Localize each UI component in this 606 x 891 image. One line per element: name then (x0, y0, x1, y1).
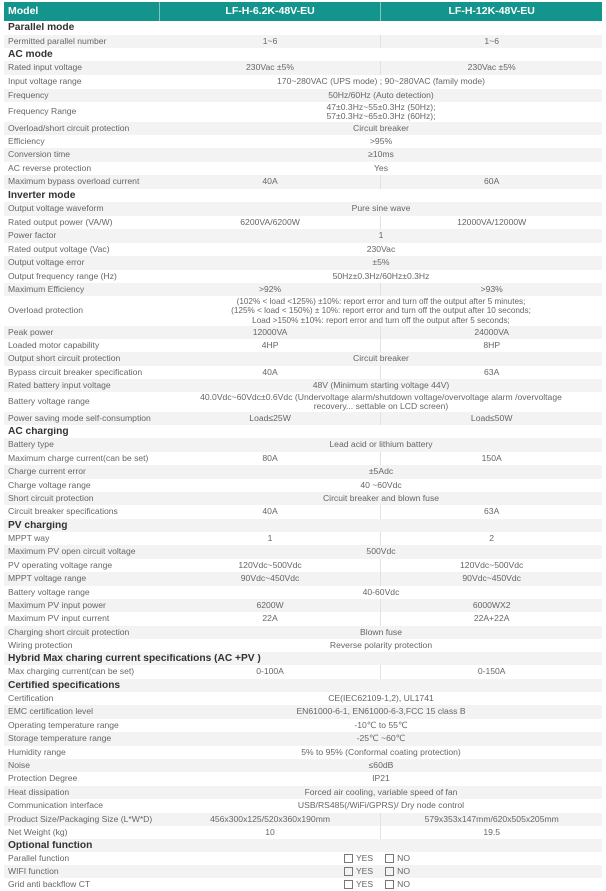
header-model-1: LF-H-6.2K-48V-EU (160, 2, 382, 21)
option-no[interactable] (385, 867, 410, 877)
spec-label: Output frequency range (Hz) (8, 271, 117, 281)
spec-label: Circuit breaker specifications (8, 507, 118, 517)
spec-label: Max charging current(can be set) (8, 667, 135, 677)
optional-function-row (4, 852, 602, 865)
section-title: AC mode (8, 49, 53, 60)
table-row (4, 572, 602, 586)
spec-value-model-2: 60A (484, 176, 500, 187)
spec-value-shared: USB/RS485(/WiFi/GPRS)/ Dry node control (297, 800, 465, 811)
table-row (4, 492, 602, 505)
spec-label: EMC certification level (8, 707, 94, 717)
section-heading (4, 48, 602, 61)
spec-value-model-2: 8HP (483, 339, 501, 350)
yes-label: YES (355, 865, 374, 876)
spec-label: Efficiency (8, 136, 45, 146)
yes-checkbox[interactable] (344, 867, 353, 876)
table-row (4, 61, 602, 75)
section-heading (4, 519, 602, 532)
table-row (4, 102, 602, 122)
table-row (4, 229, 602, 243)
spec-value-model-2: 63A (484, 366, 500, 377)
spec-value-shared: 50Hz/60Hz (Auto detection) (328, 89, 434, 100)
spec-value-model-1: 10 (160, 826, 382, 839)
table-row (4, 256, 602, 270)
yes-label: YES (355, 852, 374, 863)
table-row (4, 612, 602, 626)
spec-value-shared: Forced air cooling, variable speed of fan (304, 786, 458, 797)
table-row (4, 772, 602, 786)
spec-label: Peak power (8, 327, 54, 337)
spec-value-shared: Circuit breaker (353, 353, 409, 364)
section-heading (4, 652, 602, 665)
yes-label: YES (355, 878, 374, 889)
spec-label: Battery voltage range (8, 587, 90, 597)
table-row (4, 719, 602, 732)
table-row (4, 786, 602, 799)
spec-value-shared: 170~280VAC (UPS mode) ; 90~280VAC (family mode) (277, 76, 485, 87)
spec-label: Noise (8, 760, 30, 770)
spec-label: Maximum Efficiency (8, 284, 85, 294)
spec-value-shared: ±5% (372, 257, 390, 268)
table-row (4, 75, 602, 89)
spec-value-model-1: 230Vac ±5% (160, 61, 382, 75)
table-row (4, 465, 602, 479)
spec-label: Storage temperature range (8, 734, 112, 744)
spec-value-model-2: 22A+22A (473, 613, 510, 624)
section-title: AC charging (8, 426, 69, 437)
spec-value-model-2: 2 (489, 532, 495, 543)
table-row (4, 746, 602, 759)
spec-value-model-1: >92% (160, 283, 382, 296)
table-row (4, 162, 602, 175)
spec-value-shared: 47±0.3Hz~55±0.3Hz (50Hz); 57±0.3Hz~65±0.3Hz (60Hz); (326, 101, 436, 121)
table-row (4, 352, 602, 366)
spec-value-model-1: 40A (160, 366, 382, 379)
spec-label: AC reverse protection (8, 163, 92, 173)
table-row (4, 135, 602, 148)
spec-value-shared: Circuit breaker (353, 122, 409, 133)
table-row (4, 366, 602, 379)
table-row (4, 599, 602, 612)
spec-value-model-2: 63A (484, 506, 500, 517)
spec-label: Operating temperature range (8, 720, 119, 730)
table-row (4, 826, 602, 839)
table-row (4, 202, 602, 216)
spec-label: Overload protection (8, 306, 83, 316)
spec-value-model-2: 90Vdc~450Vdc (462, 573, 521, 584)
spec-label: Humidity range (8, 747, 66, 757)
spec-label: Wiring protection (8, 640, 73, 650)
table-row (4, 505, 602, 519)
table-row (4, 412, 602, 425)
spec-label: Protection Degree (8, 774, 78, 784)
spec-value-model-1: 1 (160, 532, 382, 545)
spec-value-shared: 40-60Vdc (362, 586, 400, 597)
spec-value-model-2: 19.5 (483, 826, 501, 837)
spec-value-shared: EN61000-6-1, EN61000-6-3,FCC 15 class B (296, 706, 466, 717)
section-heading (4, 839, 602, 852)
table-row (4, 732, 602, 746)
spec-label: Permitted parallel number (8, 36, 107, 46)
spec-label: Power saving mode self-consumption (8, 413, 151, 423)
no-checkbox[interactable] (385, 854, 394, 863)
spec-value-shared: 5% to 95% (Conformal coating protection) (301, 746, 461, 757)
spec-value-model-2: 579x353x147mm/620x505x205mm (424, 813, 559, 824)
spec-label: Overload/short circuit protection (8, 123, 130, 133)
spec-label: MPPT way (8, 533, 50, 543)
spec-value-model-1: 40A (160, 505, 382, 519)
table-row (4, 216, 602, 229)
spec-label: Charge voltage range (8, 480, 91, 490)
spec-value-model-1: 90Vdc~450Vdc (160, 572, 382, 586)
spec-value-shared: IP21 (372, 773, 390, 784)
spec-value-shared: 40 ~60Vdc (360, 479, 402, 490)
table-row (4, 339, 602, 352)
spec-label: Input voltage range (8, 77, 82, 87)
spec-value-shared: Yes (373, 162, 389, 173)
spec-label: Rated input voltage (8, 63, 83, 73)
section-title: Hybrid Max charing current specifications (AC +PV ) (8, 653, 261, 664)
table-row (4, 438, 602, 452)
option-choices (160, 867, 602, 877)
spec-value-model-1: 40A (160, 175, 382, 189)
table-row (4, 532, 602, 545)
option-label: Parallel function (8, 853, 70, 863)
table-row (4, 586, 602, 599)
spec-value-shared: ≥10ms (368, 149, 394, 160)
spec-label: Product Size/Packaging Size (L*W*D) (8, 814, 153, 824)
spec-value-shared: 50Hz±0.3Hz/60Hz±0.3Hz (332, 270, 430, 281)
spec-value-model-1: 4HP (160, 339, 382, 352)
spec-label: Rated battery input voltage (8, 380, 111, 390)
spec-value-model-1: 456x300x125/520x360x190mm (160, 813, 382, 826)
no-checkbox[interactable] (385, 867, 394, 876)
spec-value-model-2: 12000VA/12000W (457, 216, 527, 227)
no-label: NO (397, 865, 411, 876)
section-heading (4, 21, 602, 35)
table-row (4, 545, 602, 559)
spec-label: Heat dissipation (8, 787, 70, 797)
spec-label: Loaded motor capability (8, 340, 100, 350)
spec-value-model-2: 6000WX2 (472, 599, 511, 610)
spec-value-model-2: 230Vac ±5% (467, 62, 516, 73)
spec-label: Charging short circuit protection (8, 627, 130, 637)
spec-label: Rated output power (VA/W) (8, 217, 113, 227)
table-row (4, 479, 602, 492)
spec-value-shared: 40.0Vdc~60Vdc±0.6Vdc (Undervoltage alarm/shutdown voltage/overvoltage alarm /overvoltage recovery... settable on LCD screen) (200, 391, 562, 411)
table-row (4, 379, 602, 392)
spec-label: Short circuit protection (8, 493, 94, 503)
spec-value-shared: Pure sine wave (351, 203, 411, 214)
section-title: Parallel mode (8, 23, 75, 33)
spec-label: Output short circuit protection (8, 354, 121, 364)
spec-label: Maximum bypass overload current (8, 177, 140, 187)
spec-value-model-2: >93% (480, 283, 503, 294)
option-yes[interactable] (344, 854, 373, 864)
spec-value-shared: Blown fuse (359, 626, 403, 637)
section-title: Inverter mode (8, 190, 76, 201)
header-model-2: LF-H-12K-48V-EU (448, 4, 535, 17)
spec-value-model-2: 150A (481, 452, 502, 463)
section-heading (4, 679, 602, 692)
table-row (4, 799, 602, 813)
spec-value-model-1: 1~6 (160, 35, 382, 48)
option-label: WIFI function (8, 866, 59, 876)
table-row (4, 148, 602, 162)
table-row (4, 639, 602, 652)
spec-value-model-1: 80A (160, 452, 382, 465)
section-title: Certified specifications (8, 680, 121, 691)
table-row (4, 665, 602, 679)
spec-label: Maximum PV input current (8, 614, 110, 624)
spec-label: Communication interface (8, 801, 104, 811)
spec-value-shared: CE(IEC62109-1,2), UL1741 (328, 692, 434, 703)
spec-label: Frequency Range (8, 107, 77, 117)
spec-value-model-1: Load≤25W (160, 412, 382, 425)
spec-value-shared: (102% < load <125%) ±10%: report error and turn off the output after 5 minutes; (125% < load < 150%) ± 10%: report error and turn off the output after 10 seconds; Load >150% ±10%: report error and turn off the output after 5 seconds; (231, 296, 531, 325)
spec-value-model-2: 1~6 (484, 35, 499, 46)
spec-value-shared: 1 (378, 230, 384, 241)
optional-function-row (4, 865, 602, 878)
spec-value-shared: ±5Adc (368, 466, 394, 477)
spec-value-model-2: 120Vdc~500Vdc (460, 559, 524, 570)
table-row (4, 705, 602, 719)
table-row (4, 283, 602, 296)
spec-value-model-2: 0-150A (477, 666, 506, 677)
spec-label: Output voltage waveform (8, 204, 104, 214)
spec-label: Maximum PV open circuit voltage (8, 547, 136, 557)
table-row (4, 813, 602, 826)
yes-checkbox[interactable] (344, 854, 353, 863)
table-row (4, 326, 602, 339)
spec-value-shared: Reverse polarity protection (329, 639, 433, 650)
option-choices (160, 854, 602, 864)
table-row (4, 296, 602, 326)
spec-label: Rated output voltage (Vac) (8, 244, 110, 254)
table-row (4, 270, 602, 283)
spec-label: Certification (8, 693, 54, 703)
no-label: NO (397, 878, 411, 889)
table-row (4, 392, 602, 412)
spec-value-shared: 500Vdc (366, 546, 396, 557)
spec-label: Net Weight (kg) (8, 827, 68, 837)
spec-value-model-1: 0-100A (160, 665, 382, 679)
table-row (4, 692, 602, 705)
no-label: NO (397, 852, 411, 863)
spec-label: Frequency (8, 90, 49, 100)
table-row (4, 122, 602, 135)
table-row (4, 452, 602, 465)
spec-label: Battery type (8, 440, 54, 450)
spec-label: Battery voltage range (8, 397, 90, 407)
spec-label: Power factor (8, 231, 57, 241)
spec-value-shared: >95% (369, 135, 393, 146)
spec-value-shared: Lead acid or lithium battery (329, 439, 433, 450)
table-row (4, 759, 602, 772)
table-row (4, 175, 602, 189)
spec-value-model-1: 22A (160, 612, 382, 626)
spec-value-model-1: 6200W (160, 599, 382, 612)
section-title: PV charging (8, 520, 68, 531)
spec-label: MPPT voltage range (8, 574, 87, 584)
spec-label: Output voltage error (8, 258, 85, 268)
spec-label: Maximum charge current(can be set) (8, 453, 149, 463)
spec-value-shared: -10℃ to 55℃ (354, 719, 408, 730)
spec-label: Charge current error (8, 467, 86, 477)
spec-value-model-2: Load≤50W (470, 412, 513, 423)
spec-value-model-1: 12000VA (160, 326, 382, 339)
option-label: Grid anti backflow CT (8, 879, 91, 889)
spec-value-shared: -25℃ ~60℃ (356, 733, 406, 744)
option-yes[interactable] (344, 867, 373, 877)
section-title: Optional function (8, 840, 93, 851)
spec-value-model-2: 24000VA (474, 326, 510, 337)
spec-value-shared: ≤60dB (368, 759, 394, 770)
spec-value-shared: Circuit breaker and blown fuse (322, 492, 440, 503)
option-no[interactable] (385, 854, 410, 864)
spec-value-model-1: 120Vdc~500Vdc (160, 559, 382, 572)
spec-label: Maximum PV input power (8, 600, 106, 610)
spec-label: Conversion time (8, 150, 71, 160)
spec-value-shared: 230Vac (366, 243, 396, 254)
table-header (4, 2, 602, 21)
header-model-label: Model (4, 2, 160, 21)
table-row (4, 35, 602, 48)
spec-label: Bypass circuit breaker specification (8, 367, 143, 377)
table-row (4, 243, 602, 256)
spec-value-model-1: 6200VA/6200W (160, 216, 382, 229)
section-heading (4, 425, 602, 438)
spec-label: PV operating voltage range (8, 560, 113, 570)
section-heading (4, 189, 602, 202)
table-row (4, 559, 602, 572)
table-row (4, 626, 602, 639)
table-row (4, 89, 602, 102)
spec-value-shared: 48V (Minimum starting voltage 44V) (312, 379, 450, 390)
